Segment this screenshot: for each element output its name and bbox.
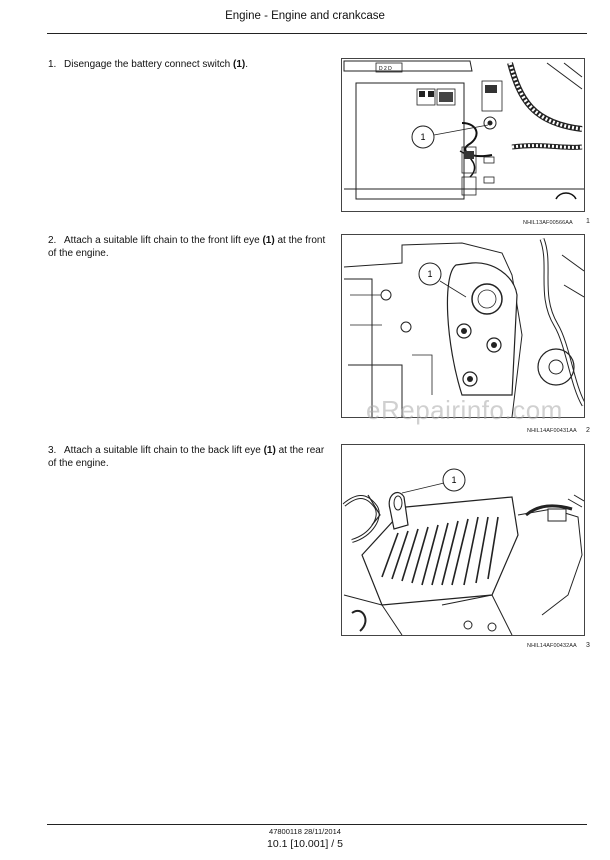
step-text-part: Disengage the battery connect switch xyxy=(64,59,233,70)
step-text xyxy=(48,445,324,469)
figure-code: NHIL14AF00431AA xyxy=(527,428,577,434)
step-text-part: at the front of the engine. xyxy=(48,235,326,259)
footer-page-number: 10.1 [10.001] / 5 xyxy=(267,838,343,850)
front-lift-eye-illustration xyxy=(342,235,584,417)
step-text xyxy=(48,235,325,259)
step-2 xyxy=(48,234,326,260)
footer-doc-id: 47800118 28/11/2014 xyxy=(269,827,341,836)
callout-label: 1 xyxy=(420,132,426,142)
figure-2 xyxy=(341,234,585,418)
svg-text:D 2 D: D 2 D xyxy=(379,66,392,72)
step-1 xyxy=(48,58,326,71)
step-3 xyxy=(48,444,326,470)
header-rule xyxy=(47,33,587,34)
step-number: 3. xyxy=(48,445,57,456)
step-text-part: at the rear of the engine. xyxy=(48,445,325,469)
callout-label: 1 xyxy=(451,475,457,485)
figure-code: NHIL13AF00566AA xyxy=(523,220,573,226)
figure-3 xyxy=(341,444,585,636)
step-callout-ref: (1) xyxy=(232,59,246,70)
figure-code: NHIL14AF00432AA xyxy=(527,643,577,649)
battery-switch-illustration xyxy=(342,59,584,211)
figure-number: 3 xyxy=(586,642,590,649)
step-callout-ref: (1) xyxy=(262,235,275,246)
figure-1 xyxy=(341,58,585,212)
step-text-part: . xyxy=(245,59,248,70)
figure-number: 1 xyxy=(586,218,590,225)
step-number: 2. xyxy=(48,235,57,246)
callout-label: 1 xyxy=(427,269,433,279)
rear-lift-eye-illustration xyxy=(342,445,584,635)
footer-rule xyxy=(47,824,587,825)
step-text-part: Attach a suitable lift chain to the back lift eye xyxy=(64,445,264,456)
step-text xyxy=(64,59,248,70)
watermark-brand: eRepairinfo.com xyxy=(366,395,563,425)
step-callout-ref: (1) xyxy=(263,445,276,456)
figure-number: 2 xyxy=(586,427,590,434)
page-header: Engine - Engine and crankcase xyxy=(225,10,385,22)
step-number: 1. xyxy=(48,59,57,70)
step-text-part: Attach a suitable lift chain to the front lift eye xyxy=(64,235,263,246)
